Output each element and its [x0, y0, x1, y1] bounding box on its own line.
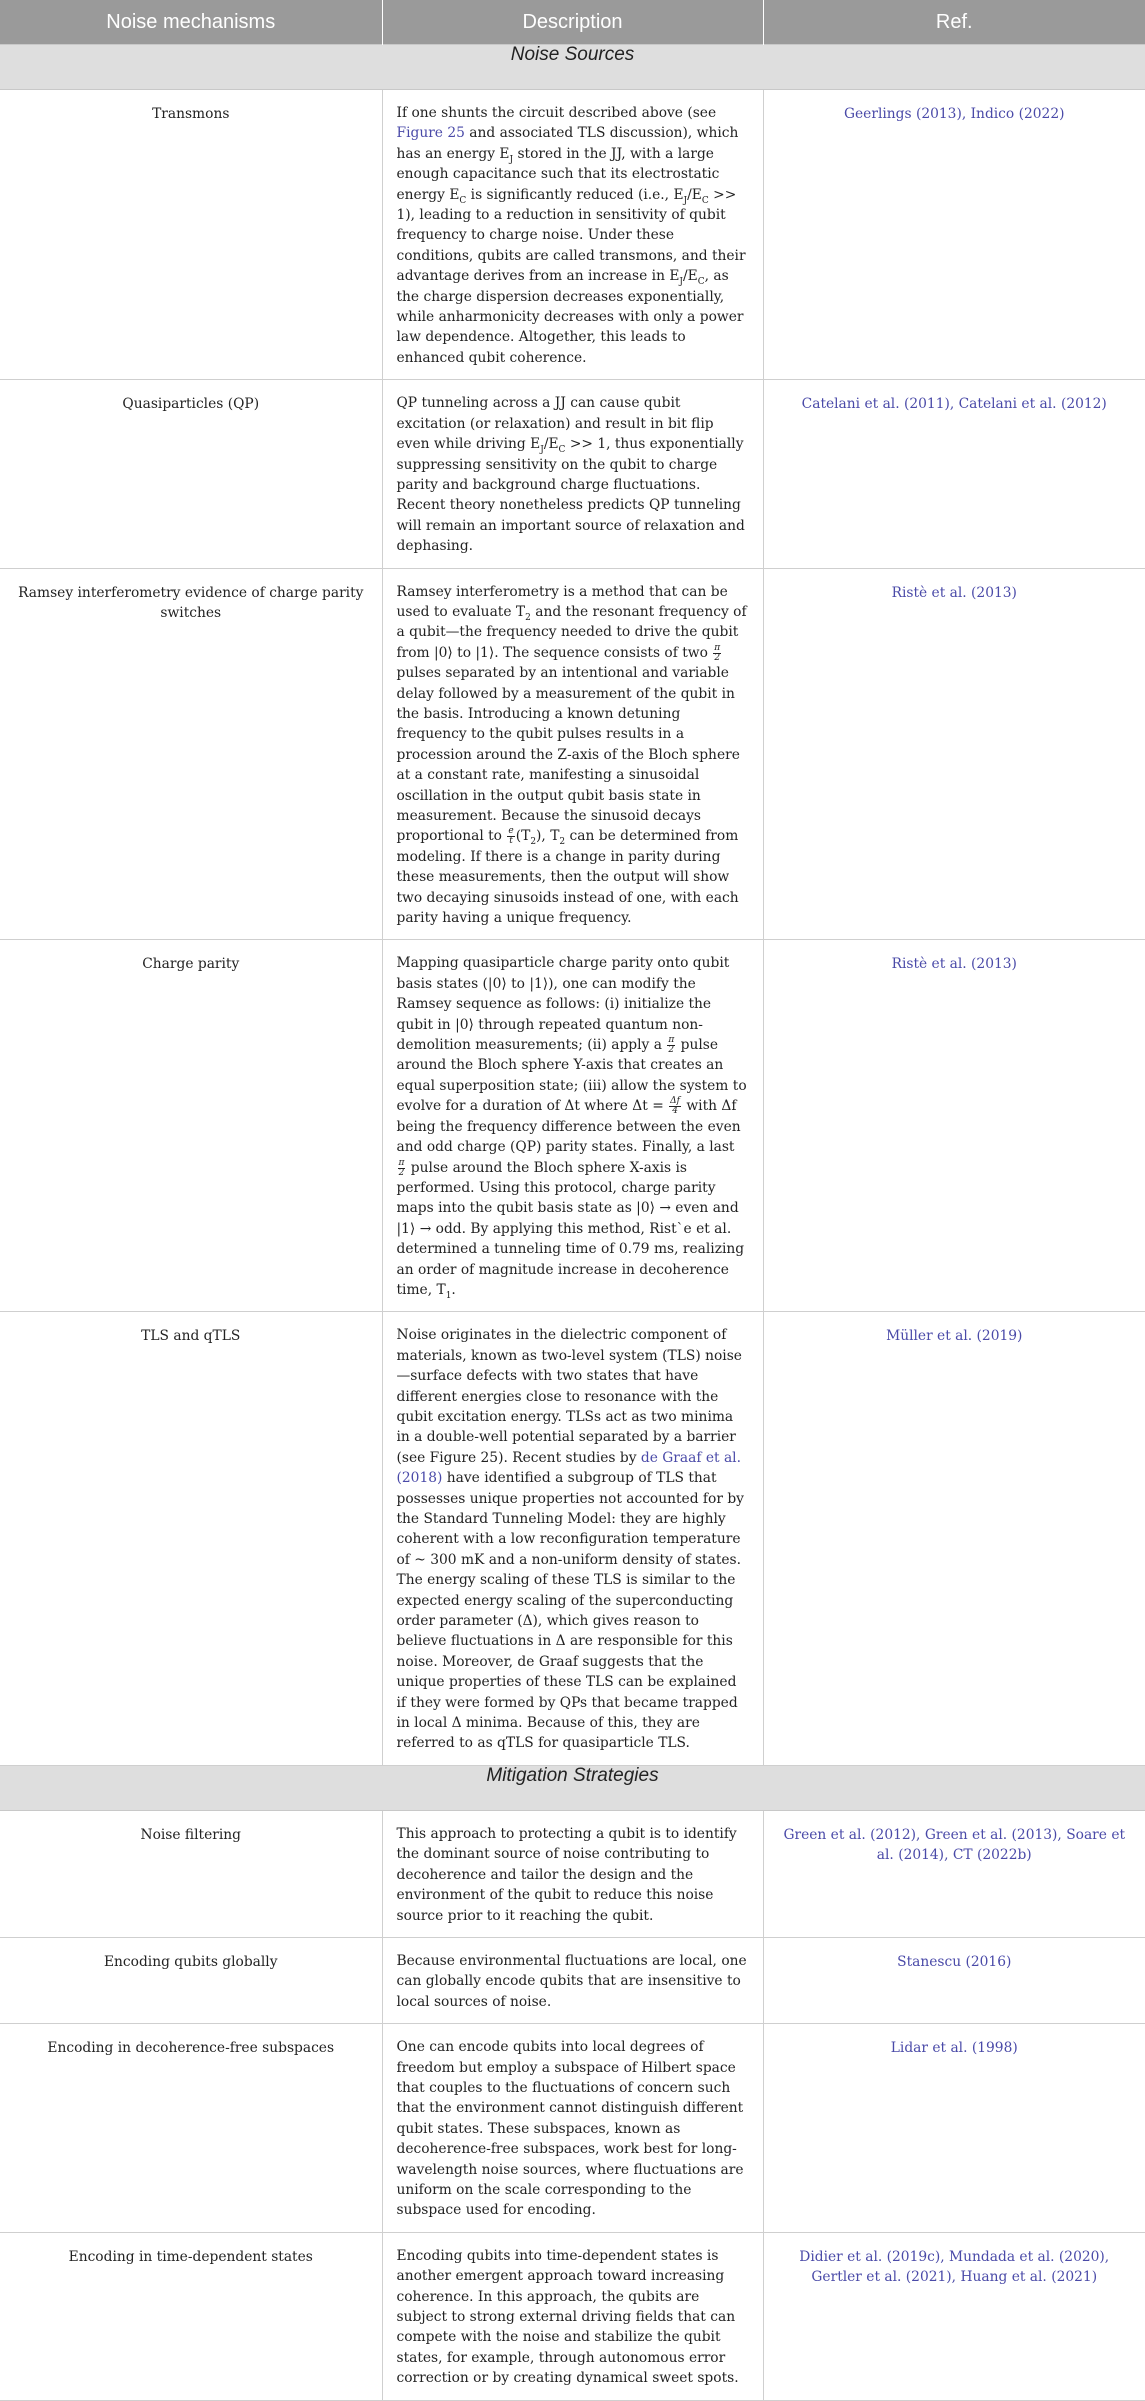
- mechanism-cell: Encoding qubits globally: [0, 1937, 382, 2023]
- table-row: [0, 1810, 1145, 1937]
- table-header-row: [0, 0, 1145, 45]
- description-cell: Encoding qubits into time-dependent states is another emergent approach toward increasing coherence. In this approach, the qubits are subject to strong external driving fields that can compete with the noise and stabilize the qubit states, for example, through autonomous error correction or by creating dynamical sweet spots.: [382, 2232, 763, 2400]
- pi-over-2-fraction: $\frac{\pi}{2}$: [668, 1035, 675, 1056]
- mechanism-cell: Ramsey interferometry evidence of charge parity switches: [0, 568, 382, 940]
- table-row: [0, 1937, 1145, 2023]
- mechanism-cell: Quasiparticles (QP): [0, 380, 382, 568]
- description-cell: One can encode qubits into local degrees of freedom but employ a subspace of Hilbert space that couples to the fluctuations of concern such that the environment cannot distinguish different qubit states. These subspaces, known as decoherence-free subspaces, work best for long-wavelength noise sources, where fluctuations are uniform on the scale corresponding to the subspace used for encoding.: [382, 2024, 763, 2233]
- reference-link[interactable]: Green et al. (2012), Green et al. (2013), Soare et al. (2014), CT (2022b): [763, 1810, 1145, 1937]
- reference-link[interactable]: Stanescu (2016): [763, 1937, 1145, 2023]
- section-noise-sources: Noise Sources: [0, 45, 1145, 90]
- description-cell: Ramsey interferometry is a method that can be used to evaluate $T_2$ and the resonant frequency of a qubit—the frequency needed to drive the qubit from |0⟩ to |1⟩. The sequence consists of two $\frac{\pi}{2}$ pulses separated by an intentional and variable delay followed by a measurement of the qubit in the basis. Introducing a known detuning frequency to the qubit pulses results in a procession around the Z-axis of the Bloch sphere at a constant rate, manifesting a sinusoidal oscillation in the output qubit basis state in measurement. Because the sinusoid decays proportional to $\frac{e}{t}$ $(T_2)$, $T_2$ can be determined from modeling. If there is a change in parity during these measurements, then the output will show two decaying sinusoids instead of one, with each parity having a unique frequency.: [382, 568, 763, 940]
- reference-link[interactable]: Ristè et al. (2013): [763, 940, 1145, 1312]
- de-graaf-link[interactable]: de Graaf et al. (2018): [396, 1449, 741, 1487]
- pi-over-2-fraction: $\frac{\pi}{2}$: [714, 642, 721, 663]
- description-cell: If one shunts the circuit described above (see Figure 25 and associated TLS discussion), which has an energy $E_J$ stored in the JJ, with a large enough capacitance such that its electrostatic energy $E_C$ is significantly reduced (i.e., $E_J/E_C >> 1$), leading to a reduction in sensitivity of qubit frequency to charge noise. Under these conditions, qubits are called transmons, and their advantage derives from an increase in $E_J/E_C$, as the charge dispersion decreases exponentially, while anharmonicity decreases with only a power law dependence. Altogether, this leads to enhanced qubit coherence.: [382, 90, 763, 380]
- table-row: [0, 2232, 1145, 2400]
- reference-link[interactable]: Didier et al. (2019c), Mundada et al. (2020), Gertler et al. (2021), Huang et al. (2021): [763, 2232, 1145, 2400]
- reference-link[interactable]: Lidar et al. (1998): [763, 2024, 1145, 2233]
- table-row: [0, 380, 1145, 568]
- reference-link[interactable]: Catelani et al. (2011), Catelani et al. (2012): [763, 380, 1145, 568]
- header-description: Description: [382, 0, 763, 45]
- table-row: [0, 90, 1145, 380]
- section-mitigation-strategies: Mitigation Strategies: [0, 1765, 1145, 1810]
- table-row: [0, 568, 1145, 940]
- figure-25-link[interactable]: Figure 25: [396, 125, 465, 142]
- description-cell: This approach to protecting a qubit is to identify the dominant source of noise contributing to decoherence and tailor the design and the environment of the qubit to reduce this noise source prior to it reaching the qubit.: [382, 1810, 763, 1937]
- df-over-4-fraction: $\frac{\Delta f}{4}$: [670, 1096, 680, 1117]
- mechanism-cell: Encoding in decoherence-free subspaces: [0, 2024, 382, 2233]
- header-noise-mechanisms: Noise mechanisms: [0, 0, 382, 45]
- table-row: [0, 940, 1145, 1312]
- mechanism-cell: Encoding in time-dependent states: [0, 2232, 382, 2400]
- description-cell: Mapping quasiparticle charge parity onto qubit basis states (|0⟩ to |1⟩), one can modify the Ramsey sequence as follows: (i) initialize the qubit in |0⟩ through repeated quantum non-demolition measurements; (ii) apply a $\frac{\pi}{2}$ pulse around the Bloch sphere Y-axis that creates an equal superposition state; (iii) allow the system to evolve for a duration of Δt where Δt = $\frac{\Delta f}{4}$ with Δf being the frequency difference between the even and odd charge (QP) parity states. Finally, a last $\frac{\pi}{2}$ pulse around the Bloch sphere X-axis is performed. Using this protocol, charge parity maps into the qubit basis state as |0⟩ → even and |1⟩ → odd. By applying this method, Rist`e et al. determined a tunneling time of 0.79 ms, realizing an order of magnitude increase in decoherence time, $T_1$.: [382, 940, 763, 1312]
- table-row: [0, 2024, 1145, 2233]
- mechanism-cell: Noise filtering: [0, 1810, 382, 1937]
- e-over-t-fraction: $\frac{e}{t}$: [508, 826, 514, 847]
- header-ref: Ref.: [763, 0, 1145, 45]
- reference-link[interactable]: Müller et al. (2019): [763, 1312, 1145, 1766]
- reference-link[interactable]: Geerlings (2013), Indico (2022): [763, 90, 1145, 380]
- table-row: [0, 1312, 1145, 1766]
- description-cell: Noise originates in the dielectric component of materials, known as two-level system (TLS) noise—surface defects with two states that have different energies close to resonance with the qubit excitation energy. TLSs act as two minima in a double-well potential separated by a barrier (see Figure 25). Recent studies by de Graaf et al. (2018) have identified a subgroup of TLS that possesses unique properties not accounted for by the Standard Tunneling Model: they are highly coherent with a low reconfiguration temperature of ~ 300 mK and a non-uniform density of states. The energy scaling of these TLS is similar to the expected energy scaling of the superconducting order parameter (Δ), which gives reason to believe fluctuations in Δ are responsible for this noise. Moreover, de Graaf suggests that the unique properties of these TLS can be explained if they were formed by QPs that became trapped in local Δ minima. Because of this, they are referred to as qTLS for quasiparticle TLS.: [382, 1312, 763, 1766]
- mechanism-cell: TLS and qTLS: [0, 1312, 382, 1766]
- description-cell: QP tunneling across a JJ can cause qubit excitation (or relaxation) and result in bit flip even while driving $E_J/E_C >> 1$, thus exponentially suppressing sensitivity on the qubit to charge parity and background charge fluctuations. Recent theory nonetheless predicts QP tunneling will remain an important source of relaxation and dephasing.: [382, 380, 763, 568]
- section-row-noise-sources: [0, 45, 1145, 90]
- pi-over-2-fraction: $\frac{\pi}{2}$: [398, 1157, 405, 1178]
- mechanism-cell: Charge parity: [0, 940, 382, 1312]
- description-cell: Because environmental fluctuations are local, one can globally encode qubits that are insensitive to local sources of noise.: [382, 1937, 763, 2023]
- section-row-mitigation: [0, 1765, 1145, 1810]
- reference-link[interactable]: Ristè et al. (2013): [763, 568, 1145, 940]
- mechanism-cell: Transmons: [0, 90, 382, 380]
